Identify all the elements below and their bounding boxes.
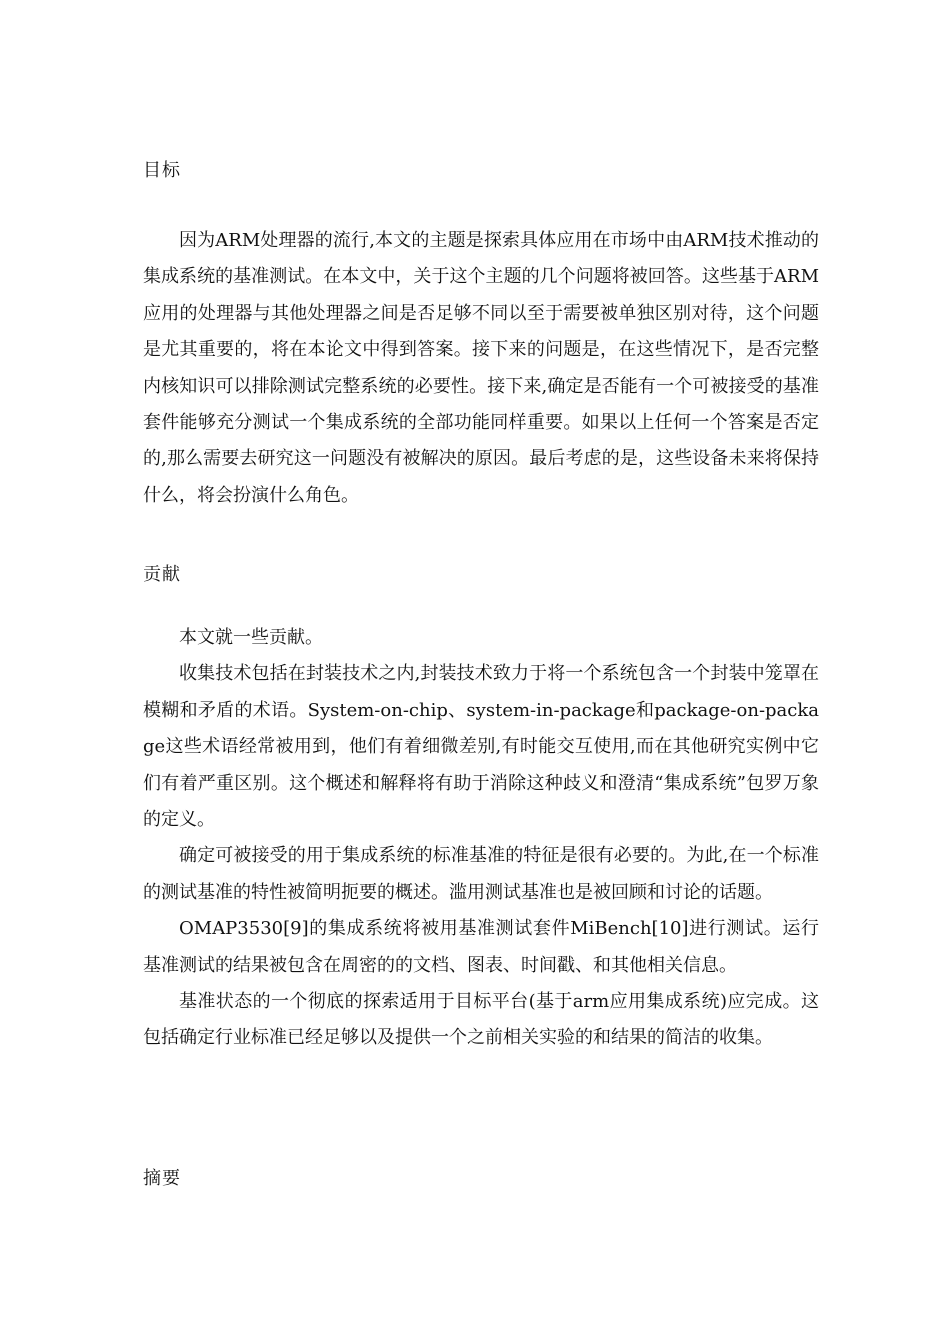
contribution-paragraph-2: 收集技术包括在封装技术之内,封装技术致力于将一个系统包含一个封装中笼罩在模糊和矛盾的术语。System-on-chip、system-in-package和package-on-package这些术语经常被用到，他们有着细微差别,有时能交互使用,而在其他研究实例中它们有着严重区别。这个概述和解释将有助于消除这种歧义和澄清“集成系统”包罗万象的定义。 bbox=[143, 663, 819, 831]
goal-body bbox=[143, 223, 819, 514]
contribution-paragraph-1: 本文就一些贡献。 bbox=[179, 627, 323, 648]
goal-paragraph: 因为ARM处理器的流行,本文的主题是探索具体应用在市场中由ARM技术推动的集成系统的基准测试。在本文中，关于这个主题的几个问题将被回答。这些基于ARM应用的处理器与其他处理器之间是否足够不同以至于需要被单独区别对待，这个问题是尤其重要的，将在本论文中得到答案。接下来的问题是，在这些情况下，是否完整内核知识可以排除测试完整系统的必要性。接下来,确定是否能有一个可被接受的基准套件能够充分测试一个集成系统的全部功能同样重要。如果以上任何一个答案是否定的,那么需要去研究这一问题没有被解决的原因。最后考虑的是，这些设备未来将保持什么，将会扮演什么角色。 bbox=[143, 230, 819, 506]
section-heading-abstract: 摘要 bbox=[143, 1168, 181, 1189]
section-heading-goal: 目标 bbox=[143, 160, 181, 181]
section-heading-contribution: 贡献 bbox=[143, 564, 181, 585]
contribution-paragraph-5: 基准状态的一个彻底的探索适用于目标平台(基于arm应用集成系统)应完成。这包括确定行业标准已经足够以及提供一个之前相关实验的和结果的简洁的收集。 bbox=[143, 991, 819, 1049]
contribution-body bbox=[143, 620, 819, 1057]
contribution-paragraph-4: OMAP3530[9]的集成系统将被用基准测试套件MiBench[10]进行测试。运行基准测试的结果被包含在周密的的文档、图表、时间戳、和其他相关信息。 bbox=[143, 918, 819, 976]
contribution-paragraph-3: 确定可被接受的用于集成系统的标准基准的特征是很有必要的。为此,在一个标准的测试基准的特性被简明扼要的概述。滥用测试基准也是被回顾和讨论的话题。 bbox=[143, 845, 819, 903]
